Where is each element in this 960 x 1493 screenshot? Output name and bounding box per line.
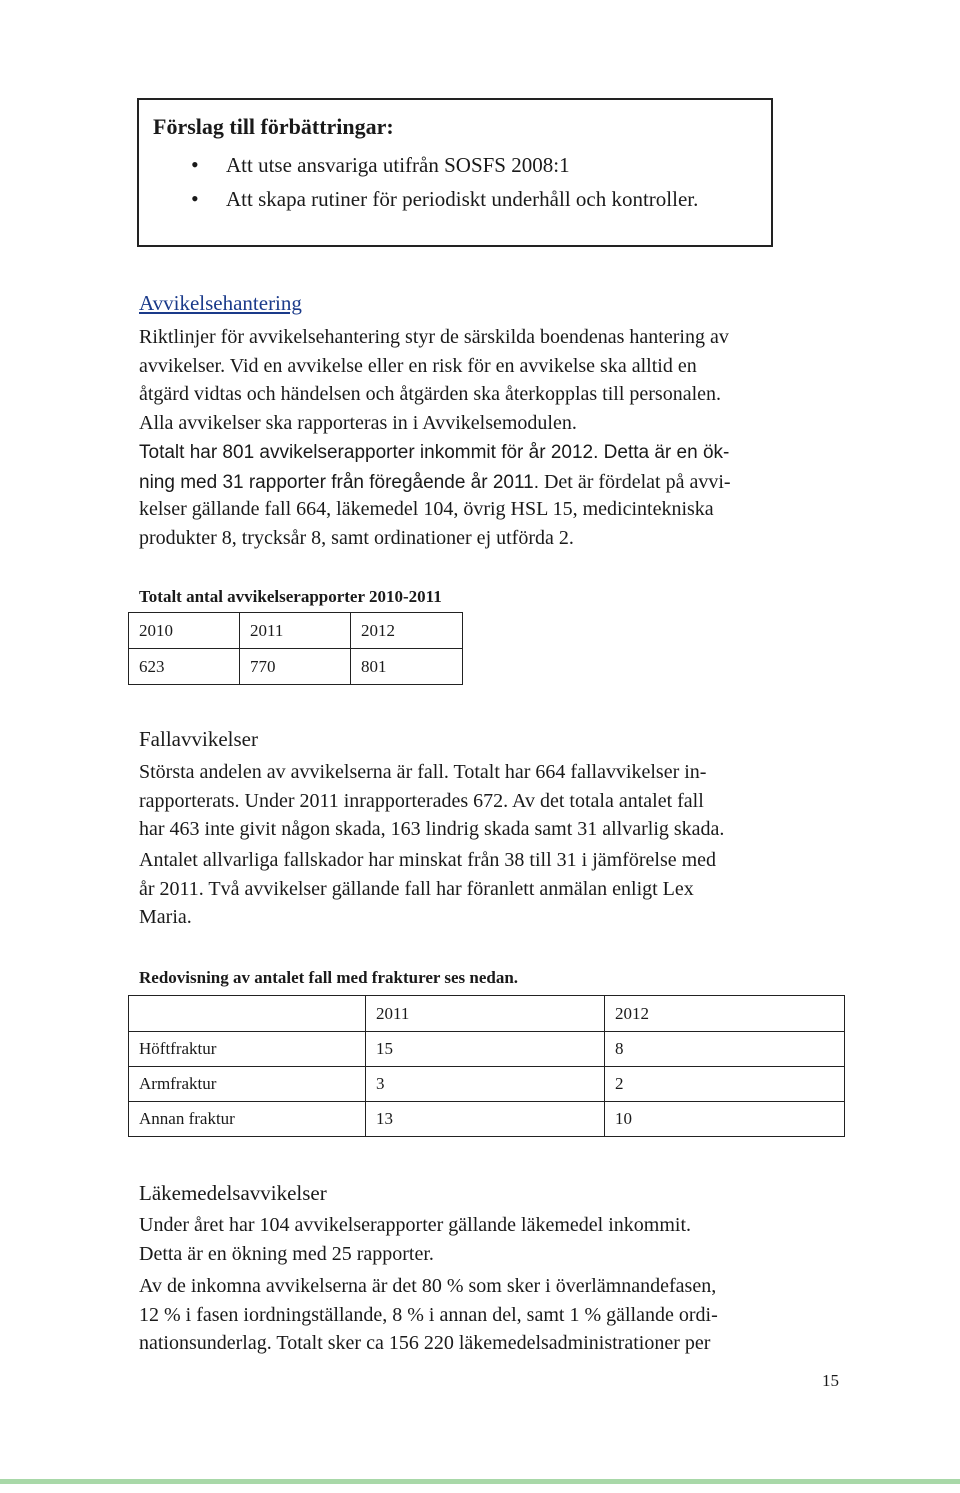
table-row bbox=[129, 1032, 845, 1067]
text-line: Av de inkomna avvikelserna är det 80 % som sker i överlämnandefasen, bbox=[139, 1275, 717, 1297]
table-cell: 2 bbox=[605, 1067, 845, 1102]
table-cell: 623 bbox=[129, 649, 240, 685]
suggestion-box-title: Förslag till förbättringar: bbox=[153, 114, 394, 139]
total-table bbox=[128, 612, 463, 685]
text-segment: Det är fördelat på avvi- bbox=[538, 470, 731, 493]
table-cell: 8 bbox=[605, 1032, 845, 1067]
table-header-cell: 2011 bbox=[366, 996, 605, 1032]
lakemedel-paragraph-2 bbox=[139, 1272, 839, 1358]
text-line bbox=[139, 468, 839, 498]
text-line: avvikelser. Vid en avvikelse eller en risk för en avvikelse ska alltid en bbox=[139, 354, 697, 377]
table-cell: 10 bbox=[605, 1102, 845, 1137]
page-number: 15 bbox=[822, 1371, 839, 1390]
text-line: Maria. bbox=[139, 906, 192, 928]
table-row bbox=[129, 613, 463, 649]
fall-paragraph-1 bbox=[139, 758, 839, 844]
table-row bbox=[129, 996, 845, 1032]
table-row bbox=[129, 649, 463, 685]
suggestion-list bbox=[139, 148, 698, 216]
table-header-cell bbox=[129, 996, 366, 1032]
text-line: produkter 8, trycksår 8, samt ordinationer ej utförda 2. bbox=[139, 526, 574, 549]
text-line: Under året har 104 avvikelserapporter gällande läkemedel inkommit. bbox=[139, 1214, 692, 1236]
table-cell: Annan fraktur bbox=[129, 1102, 366, 1137]
table-header-cell: 2010 bbox=[129, 613, 240, 649]
table-cell: 3 bbox=[366, 1067, 605, 1102]
fracture-table-caption: Redovisning av antalet fall med frakturer ses nedan. bbox=[139, 968, 519, 987]
avvikelse-paragraph-3 bbox=[139, 495, 839, 552]
fracture-table bbox=[128, 995, 845, 1137]
text-line: Största andelen av avvikelserna är fall. Totalt har 664 fallavvikelser in- bbox=[139, 761, 707, 783]
text-line: Riktlinjer för avvikelsehantering styr de särskilda boendenas hantering av bbox=[139, 326, 729, 348]
fallavvikelser-heading: Fallavvikelser bbox=[139, 727, 258, 751]
table-header-cell: 2012 bbox=[351, 613, 463, 649]
table-cell: Armfraktur bbox=[129, 1067, 366, 1102]
lakemedel-paragraph-1 bbox=[139, 1211, 839, 1268]
table-cell: Höftfraktur bbox=[129, 1032, 366, 1067]
lakemedelsavvikelser-heading: Läkemedelsavvikelser bbox=[139, 1181, 327, 1205]
suggestion-item: • Att utse ansvariga utifrån SOSFS 2008:1 bbox=[139, 148, 698, 182]
text-line: år 2011. Två avvikelser gällande fall har föranlett anmälan enligt Lex bbox=[139, 877, 694, 900]
avvikelsehantering-heading: Avvikelsehantering bbox=[139, 291, 302, 315]
avvikelse-paragraph-1 bbox=[139, 323, 839, 437]
table-row bbox=[129, 1067, 845, 1102]
text-line: Totalt har 801 avvikelserapporter inkommit för år 2012. Detta är en ök- bbox=[139, 442, 730, 463]
text-line: Detta är en ökning med 25 rapporter. bbox=[139, 1242, 434, 1265]
text-line: nationsunderlag. Totalt sker ca 156 220 läkemedelsadministrationer per bbox=[139, 1332, 711, 1354]
text-line: Alla avvikelser ska rapporteras in i Avvikelsemodulen. bbox=[139, 411, 577, 434]
table-header-cell: 2011 bbox=[240, 613, 351, 649]
table-cell: 801 bbox=[351, 649, 463, 685]
text-line: 12 % i fasen iordningställande, 8 % i annan del, samt 1 % gällande ordi- bbox=[139, 1303, 718, 1326]
text-segment: ning med 31 rapporter från föregående år 2011. bbox=[139, 471, 539, 493]
fall-paragraph-2 bbox=[139, 846, 839, 932]
text-line: kelser gällande fall 664, läkemedel 104, övrig HSL 15, medicintekniska bbox=[139, 498, 714, 520]
text-line: åtgärd vidtas och händelsen och åtgärden ska återkopplas till personalen. bbox=[139, 383, 722, 405]
text-line: rapporterats. Under 2011 inrapporterades 672. Av det totala antalet fall bbox=[139, 789, 704, 812]
table-cell: 15 bbox=[366, 1032, 605, 1067]
avvikelse-paragraph-2 bbox=[139, 439, 839, 497]
table-cell: 770 bbox=[240, 649, 351, 685]
total-table-caption: Totalt antal avvikelserapporter 2010-2011 bbox=[139, 587, 442, 606]
text-line: har 463 inte givit någon skada, 163 lindrig skada samt 31 allvarlig skada. bbox=[139, 818, 725, 840]
suggestion-item: • Att skapa rutiner för periodiskt underhåll och kontroller. bbox=[139, 182, 698, 216]
suggestion-box bbox=[137, 98, 773, 247]
footer-divider bbox=[0, 1479, 960, 1484]
table-cell: 13 bbox=[366, 1102, 605, 1137]
table-header-cell: 2012 bbox=[605, 996, 845, 1032]
table-row bbox=[129, 1102, 845, 1137]
text-line: Antalet allvarliga fallskador har minskat från 38 till 31 i jämförelse med bbox=[139, 849, 717, 871]
